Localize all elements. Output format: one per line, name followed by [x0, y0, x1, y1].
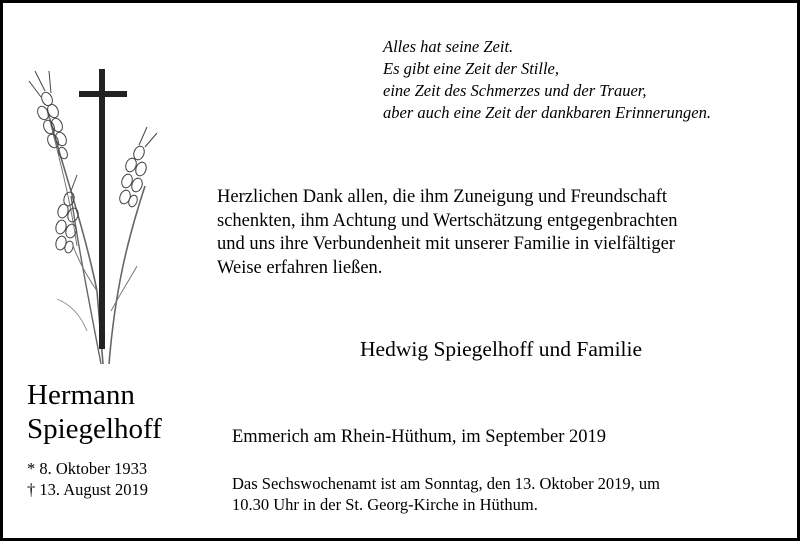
mass-line: Das Sechswochenamt ist am Sonntag, den 13. Oktober 2019, um: [232, 474, 661, 493]
motto-line: Es gibt eine Zeit der Stille,: [383, 59, 559, 78]
mass-line: 10.30 Uhr in der St. Georg-Kirche in Hüthum.: [232, 495, 538, 514]
life-dates: [27, 458, 148, 500]
thanks-line: schenkten, ihm Achtung und Wertschätzung entgegenbrachten: [217, 210, 678, 231]
death-date: † 13. August 2019: [27, 480, 149, 499]
thanks-paragraph: [217, 186, 792, 280]
cross-with-wheat-icon: [27, 41, 171, 364]
birth-date: * 8. Oktober 1933: [27, 459, 148, 478]
last-name: Spiegelhoff: [27, 413, 162, 445]
thanks-line: Herzlichen Dank allen, die ihm Zuneigung und Freundschaft: [217, 187, 668, 207]
thanks-line: Weise erfahren ließen.: [217, 257, 383, 278]
motto-verse: [383, 36, 711, 124]
motto-line: Alles hat seine Zeit.: [383, 37, 514, 56]
thanks-line: und uns ihre Verbundenheit mit unserer Familie in vielfältiger: [217, 234, 675, 254]
place-and-date: Emmerich am Rhein-Hüthum, im September 2019: [232, 427, 607, 447]
first-name: Hermann: [27, 379, 135, 411]
family-signature: Hedwig Spiegelhoff und Familie: [360, 337, 643, 361]
motto-line: eine Zeit des Schmerzes und der Trauer,: [383, 81, 647, 100]
motto-line: aber auch eine Zeit der dankbaren Erinnerungen.: [383, 103, 711, 122]
memorial-mass-notice: [232, 473, 660, 515]
deceased-name: [27, 378, 162, 446]
